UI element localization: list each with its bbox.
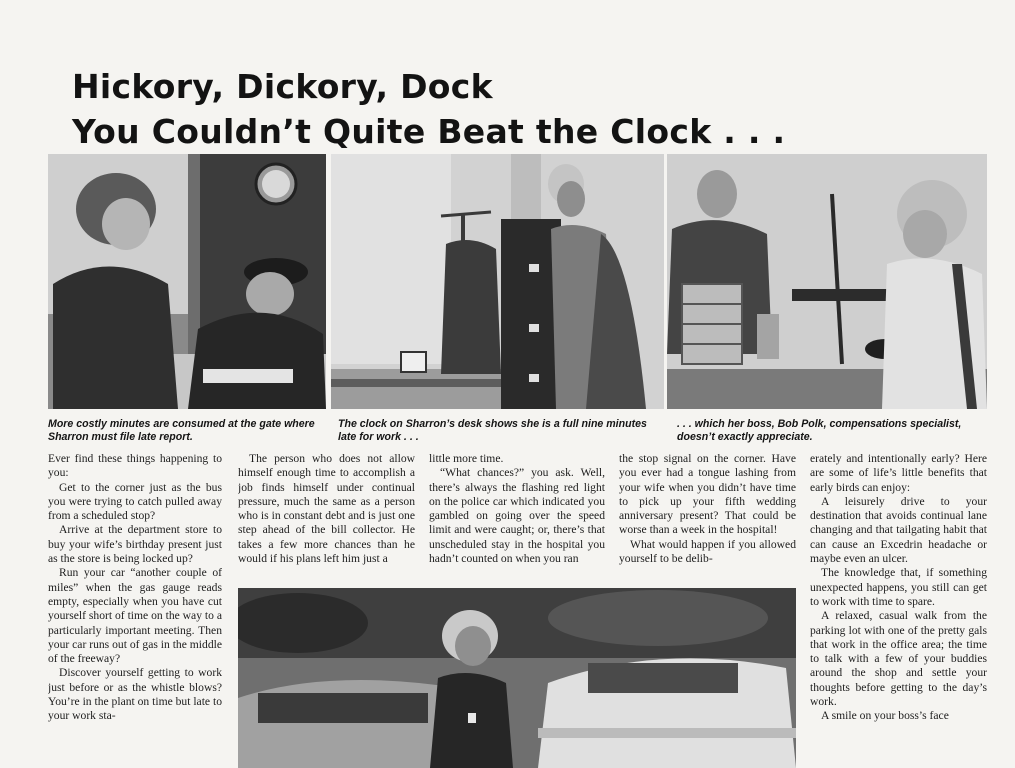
caption-gate: More costly minutes are consumed at the gate where Sharron must file late report. xyxy=(48,418,315,443)
paragraph: the stop signal on the corner. Have you ever had a tongue lashing from your wife when you didn’t have time to pick up your fifth wedding anniversary present? That could be worse than a week in the hospital! xyxy=(619,452,796,537)
headline-line-2: You Couldn’t Quite Beat the Clock . . . xyxy=(72,112,786,151)
text-column-2 xyxy=(238,452,415,584)
text-column-4 xyxy=(619,452,796,584)
headline-line-1: Hickory, Dickory, Dock xyxy=(72,67,493,106)
photo-desk-clock xyxy=(331,154,664,409)
text-column-3 xyxy=(429,452,605,584)
paragraph: little more time. xyxy=(429,452,504,465)
paragraph: Get to the corner just as the bus you were trying to catch pulled away from a scheduled stop? xyxy=(48,480,222,523)
paragraph: erately and intentionally early? Here are some of life’s little benefits that early birds can enjoy: xyxy=(810,452,987,494)
paragraph: A leisurely drive to your destination that avoids continual lane changing and that tailgating habit that can cause an Excedrin headache or maybe even an ulcer. xyxy=(810,494,987,566)
text-column-1 xyxy=(48,452,222,768)
photo-parking-lot xyxy=(238,588,796,768)
paragraph: What would happen if you allowed yourself to be delib- xyxy=(619,537,796,566)
paragraph: The person who does not allow himself enough time to accomplish a job finds himself under continual pressure, much the same as a person who is in constant debt and is just one step ahead of the bill collector. He takes a few more chances than he would if his plans left him just a xyxy=(238,452,415,566)
paragraph: A smile on your boss’s face xyxy=(821,709,949,723)
paragraph: A relaxed, casual walk from the parking lot with one of the pretty gals that work in the office area; the time to talk with a few of your buddies around the shop and settle your thoughts before getting to the day’s work. xyxy=(810,609,987,709)
caption-desk-clock: The clock on Sharron’s desk shows she is a full nine minutes late for work . . . xyxy=(338,418,647,443)
text-column-5 xyxy=(810,452,987,768)
paragraph: Ever find these things happening to you: xyxy=(48,452,222,480)
article-headline xyxy=(72,64,785,154)
photo-gate xyxy=(48,154,326,409)
photo-boss xyxy=(667,154,987,409)
paragraph: The knowledge that, if something unexpected happens, you still can get to work with time to spare. xyxy=(810,566,987,608)
paragraph: Run your car “another couple of miles” when the gas gauge reads empty, especially when you have cut yourself short of time on the way to a particularly important meeting. Then your car runs out of gas in the middle of the freeway? xyxy=(48,566,222,666)
paragraph: Arrive at the department store to buy your wife’s birthday present just as the store is being locked up? xyxy=(48,523,222,566)
caption-boss: . . . which her boss, Bob Polk, compensations specialist, doesn’t exactly appreciate. xyxy=(677,418,962,443)
paragraph: “What chances?” you ask. Well, there’s always the flashing red light on the police car which indicated you gambled on going over the speed limit and were caught; or, there’s that unscheduled stay in the hospital you hadn’t counted on when you ran xyxy=(429,466,605,566)
paragraph: Discover yourself getting to work just before or as the whistle blows? You’re in the plant on time but late to your work sta- xyxy=(48,666,222,723)
